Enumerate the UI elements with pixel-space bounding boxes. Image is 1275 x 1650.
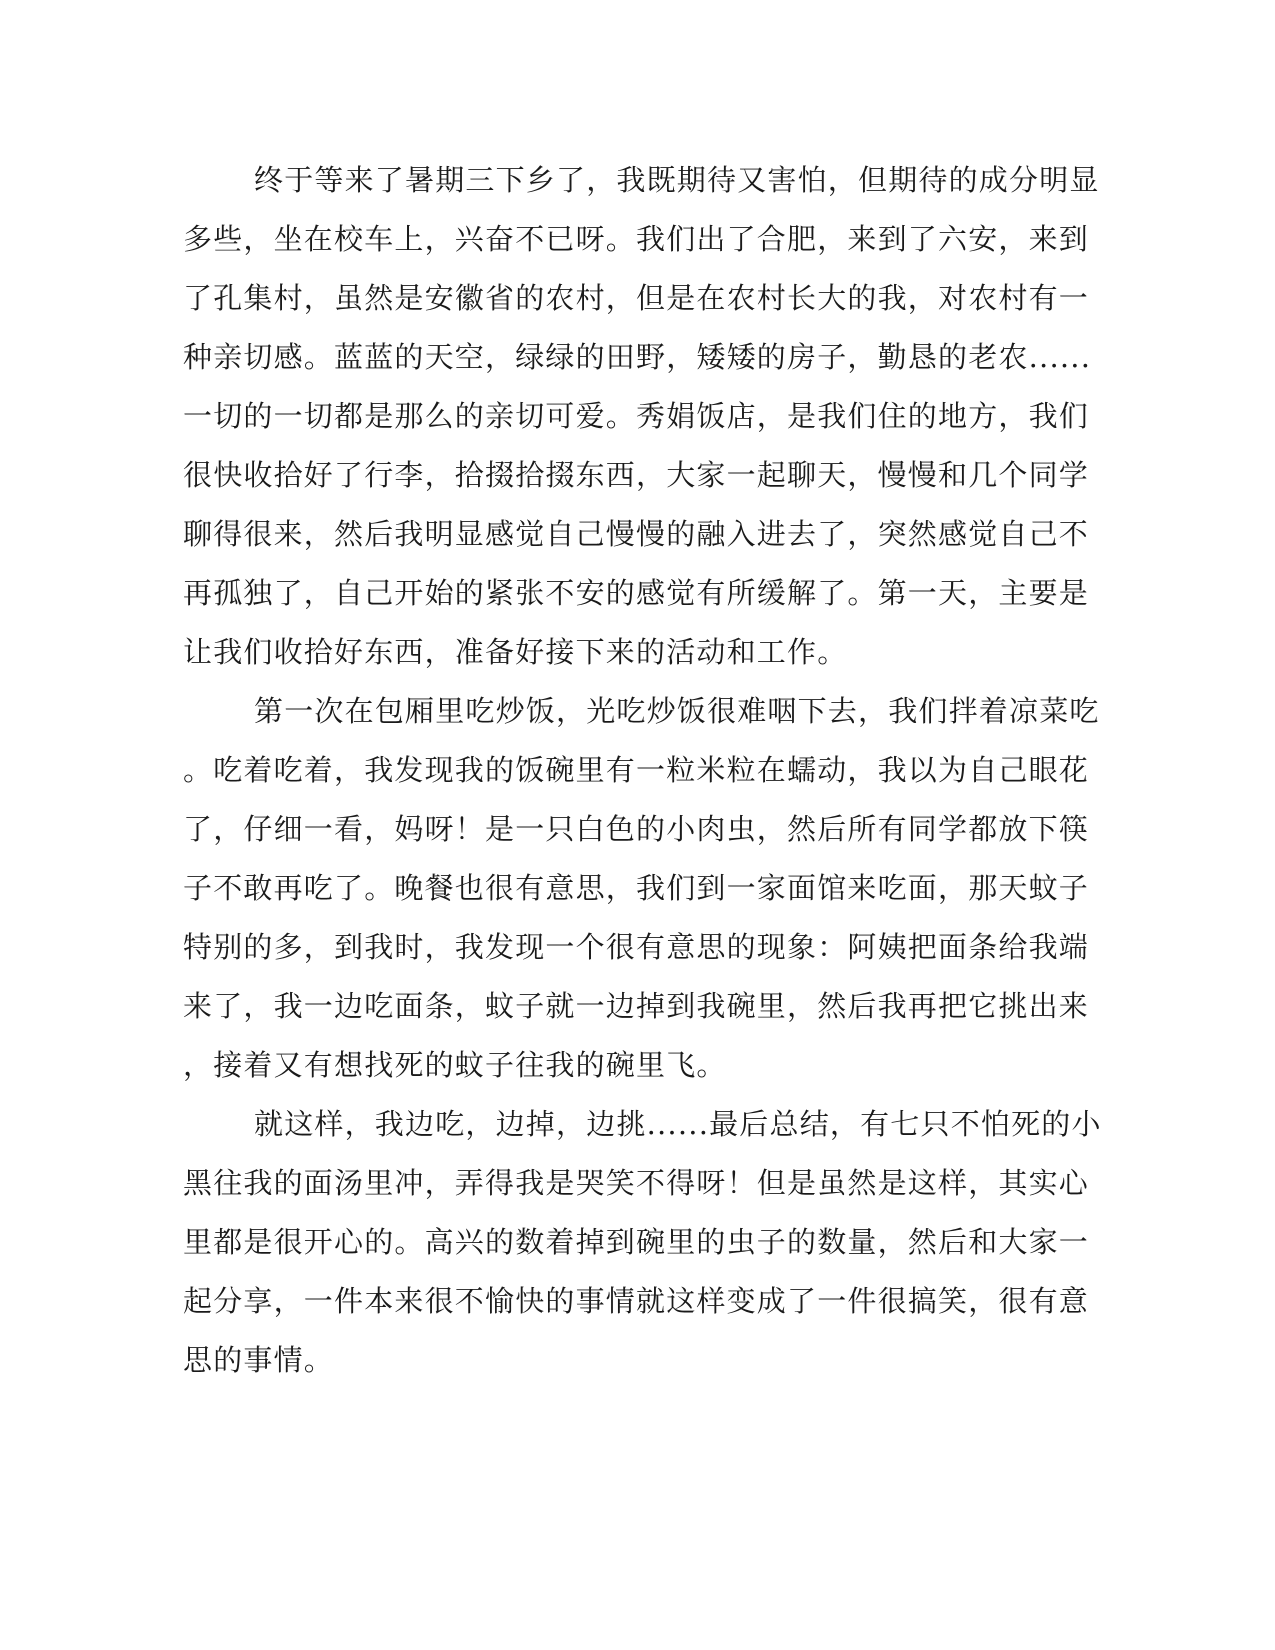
paragraph-2-line-7: ，接着又有想找死的蚊子往我的碗里飞。 (183, 1048, 727, 1082)
paragraph-1-line-8: 再孤独了，自己开始的紧张不安的感觉有所缓解了。第一天，主要是 (183, 576, 1090, 610)
paragraph-2-line-2: 。吃着吃着，我发现我的饭碗里有一粒米粒在蠕动，我以为自己眼花 (183, 753, 1090, 787)
paragraph-3-line-5: 思的事情。 (183, 1343, 335, 1377)
paragraph-1-line-1: 终于等来了暑期三下乡了，我既期待又害怕，但期待的成分明显 (254, 163, 1100, 197)
paragraph-1-line-4: 种亲切感。蓝蓝的天空，绿绿的田野，矮矮的房子，勤恳的老农...... (183, 340, 1092, 374)
paragraph-1-line-9: 让我们收拾好东西，准备好接下来的活动和工作。 (183, 635, 848, 669)
paragraph-1-line-3: 了孔集村，虽然是安徽省的农村，但是在农村长大的我，对农村有一 (183, 281, 1090, 315)
paragraph-1-line-5: 一切的一切都是那么的亲切可爱。秀娟饭店，是我们住的地方，我们 (183, 399, 1090, 433)
paragraph-1-line-2: 多些，坐在校车上，兴奋不已呀。我们出了合肥，来到了六安，来到 (183, 222, 1090, 256)
paragraph-3-line-3: 里都是很开心的。高兴的数着掉到碗里的虫子的数量，然后和大家一 (183, 1225, 1090, 1259)
paragraph-1-line-6: 很快收拾好了行李，拾掇拾掇东西，大家一起聊天，慢慢和几个同学 (183, 458, 1090, 492)
paragraph-3-line-2: 黑往我的面汤里冲，弄得我是哭笑不得呀！但是虽然是这样，其实心 (183, 1166, 1090, 1200)
paragraph-2-line-3: 了，仔细一看，妈呀！是一只白色的小肉虫，然后所有同学都放下筷 (183, 812, 1090, 846)
paragraph-2-line-6: 来了，我一边吃面条，蚊子就一边掉到我碗里，然后我再把它挑出来 (183, 989, 1090, 1023)
paragraph-3-line-4: 起分享，一件本来很不愉快的事情就这样变成了一件很搞笑，很有意 (183, 1284, 1090, 1318)
paragraph-2-line-5: 特别的多，到我时，我发现一个很有意思的现象：阿姨把面条给我端 (183, 930, 1090, 964)
paragraph-2-line-4: 子不敢再吃了。晚餐也很有意思，我们到一家面馆来吃面，那天蚊子 (183, 871, 1090, 905)
paragraph-2-line-1: 第一次在包厢里吃炒饭，光吃炒饭很难咽下去，我们拌着凉菜吃 (254, 694, 1100, 728)
paragraph-1-line-7: 聊得很来，然后我明显感觉自己慢慢的融入进去了，突然感觉自己不 (183, 517, 1090, 551)
paragraph-3-line-1: 就这样，我边吃，边掉，边挑......最后总结，有七只不怕死的小 (254, 1107, 1102, 1141)
